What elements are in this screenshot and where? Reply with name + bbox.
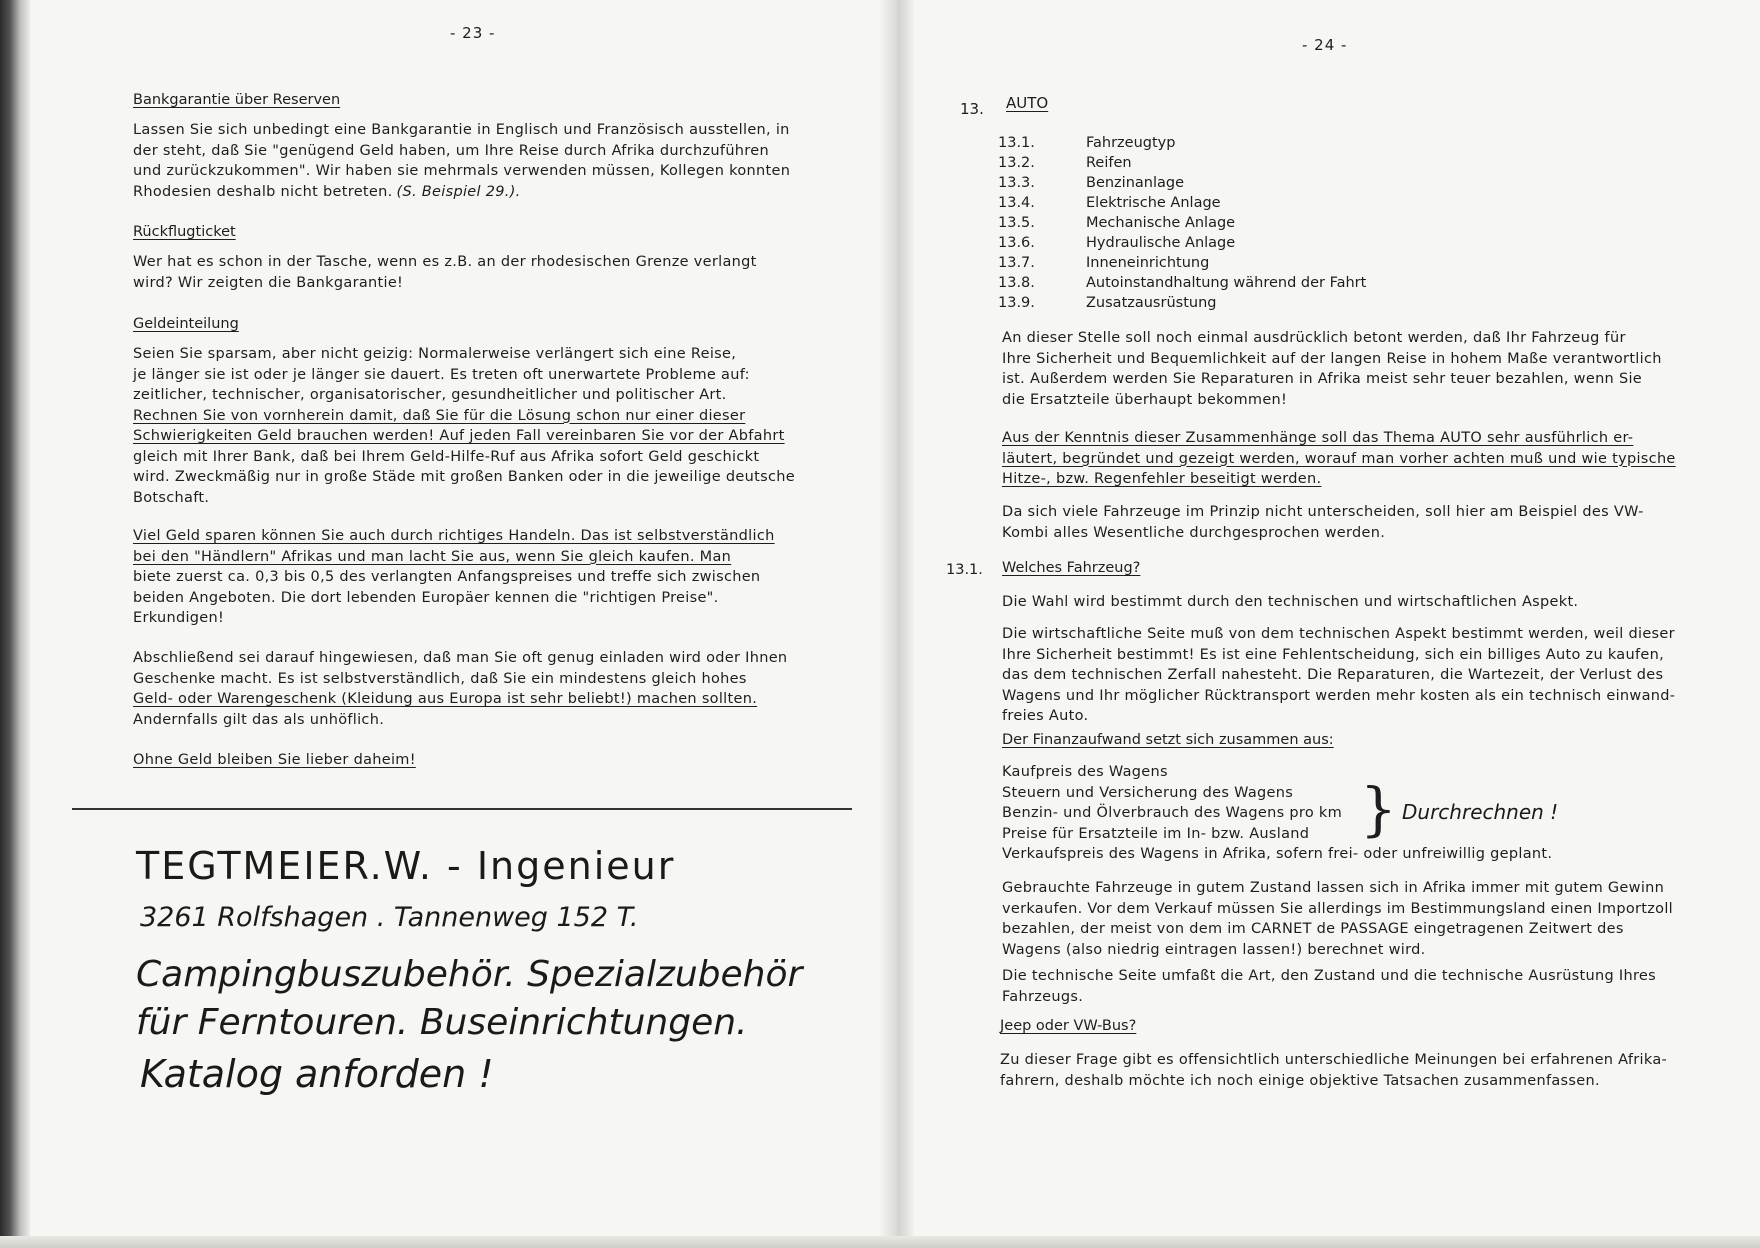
text-line: gleich mit Ihrer Bank, daß bei Ihrem Geld-Hilfe-Ruf aus Afrika sofort Geld geschickt	[133, 448, 760, 465]
text-line: Ihre Sicherheit bestimmt! Es ist eine Fehlentscheidung, sich ein billiges Auto zu kaufen,	[1002, 646, 1665, 663]
toc-number: 13.4.	[998, 195, 1035, 211]
toc-number: 13.1.	[998, 135, 1035, 151]
text-line: Erkundigen!	[133, 610, 225, 626]
list-item: Benzin- und Ölverbrauch des Wagens pro km	[1002, 805, 1343, 821]
text-line: Wagens und Ihr möglicher Rücktransport werden mehr kosten als ein technisch einwand-	[1002, 687, 1676, 704]
page-number: - 23 -	[450, 24, 496, 42]
chapter-number: 13.	[960, 100, 984, 118]
text-line: Fahrzeugs.	[1002, 988, 1084, 1005]
text-line: verkaufen. Vor dem Verkauf müssen Sie allerdings im Bestimmungsland einen Importzoll	[1002, 900, 1674, 917]
advert-line-4: für Ferntouren. Buseinrichtungen.	[136, 1002, 748, 1043]
paragraph-vw-kombi	[1002, 502, 1722, 543]
paragraph-geldeinteilung	[133, 344, 853, 508]
advert-name: TEGTMEIER.W. - Ingenieur	[136, 844, 676, 888]
toc-title: Fahrzeugtyp	[1086, 135, 1176, 151]
paragraph-emphasis	[1002, 428, 1722, 490]
text-line: An dieser Stelle soll noch einmal ausdrücklich betont werden, daß Ihr Fahrzeug für	[1002, 330, 1626, 346]
paragraph-intro	[1002, 328, 1722, 410]
text-line: Lassen Sie sich unbedingt eine Bankgarantie in Englisch und Französisch ausstellen, in	[133, 122, 790, 138]
toc-number: 13.7.	[998, 255, 1035, 271]
text-line: Schwierigkeiten Geld brauchen werden! Auf jeden Fall vereinbaren Sie vor der Abfahrt	[133, 428, 785, 444]
toc-title: Reifen	[1086, 155, 1132, 171]
toc-title: Hydraulische Anlage	[1086, 235, 1236, 251]
text-line: Geld- oder Warengeschenk (Kleidung aus Europa ist sehr beliebt!) machen sollten.	[133, 691, 758, 707]
text-line: Die technische Seite umfaßt die Art, den Zustand und die technische Ausrüstung Ihres	[1002, 968, 1657, 984]
paragraph-ohne-geld	[133, 750, 853, 771]
paragraph-handeln	[133, 526, 853, 629]
text-line: beiden Angeboten. Die dort lebenden Europäer kennen die "richtigen Preise".	[133, 589, 719, 606]
section-heading-rueckflugticket: Rückflugticket	[133, 224, 236, 240]
paragraph-bankgarantie	[133, 120, 833, 202]
toc-number: 13.8.	[998, 275, 1035, 291]
text-line: Viel Geld sparen können Sie auch durch richtiges Handeln. Das ist selbstverständlich	[133, 528, 775, 544]
advert-line-3: Campingbuszubehör. Spezialzubehör	[136, 954, 803, 995]
text-line: je länger sie ist oder je länger sie dauert. Es treten oft unerwartete Probleme auf:	[133, 366, 750, 383]
text-line: Geschenke macht. Es ist selbstverständlich, daß Sie ein mindestens gleich hohes	[133, 670, 747, 687]
section-heading-geldeinteilung: Geldeinteilung	[133, 316, 239, 332]
text-fragment: Rhodesien deshalb nicht betreten.	[133, 183, 393, 200]
section-number: 13.1.	[946, 562, 983, 578]
text-line: Da sich viele Fahrzeuge im Prinzip nicht unterscheiden, soll hier am Beispiel des VW-	[1002, 504, 1644, 520]
toc-title: Autoinstandhaltung während der Fahrt	[1086, 275, 1367, 291]
text-line: biete zuerst ca. 0,3 bis 0,5 des verlangten Anfangspreises und treffe sich zwischen	[133, 569, 761, 585]
section-heading-bankgarantie: Bankgarantie über Reserven	[133, 92, 341, 108]
toc-title: Zusatzausrüstung	[1086, 295, 1217, 311]
toc-number: 13.3.	[998, 175, 1035, 191]
text-line: Hitze-, bzw. Regenfehler beseitigt werden.	[1002, 471, 1322, 487]
list-item: Verkaufspreis des Wagens in Afrika, sofern frei- oder unfreiwillig geplant.	[1002, 846, 1553, 862]
section-heading-welches-fahrzeug: Welches Fahrzeug?	[1002, 560, 1141, 576]
list-item: Steuern und Versicherung des Wagens	[1002, 784, 1294, 801]
text-line: und zurückzukommen". Wir haben sie mehrmals verwenden müssen, Kollegen konnten	[133, 163, 791, 179]
section-heading-jeep: Jeep oder VW-Bus?	[1000, 1018, 1137, 1034]
paragraph-wirtschaftlich	[1002, 624, 1722, 727]
text-line: Abschließend sei darauf hingewiesen, daß man Sie oft genug einladen wird oder Ihnen	[133, 650, 788, 666]
toc-title: Inneneinrichtung	[1086, 255, 1210, 271]
text-line: läutert, begründet und gezeigt werden, worauf man vorher achten muß und wie typische	[1002, 450, 1676, 467]
divider-line	[72, 808, 852, 810]
text-line: Wagens (also niedrig eintragen lassen!) berechnet wird.	[1002, 941, 1426, 958]
list-item: Preise für Ersatzteile im In- bzw. Ausland	[1002, 825, 1310, 842]
paragraph-jeep	[1000, 1050, 1720, 1091]
text-line: zeitlicher, technischer, organisatorischer, gesundheitlicher und politischer Art.	[133, 387, 727, 403]
text-line: Wer hat es schon in der Tasche, wenn es z.B. an der rhodesischen Grenze verlangt	[133, 254, 757, 270]
text-line: ist. Außerdem werden Sie Reparaturen in Afrika meist sehr teuer bezahlen, wenn Sie	[1002, 371, 1643, 387]
text-line: Die wirtschaftliche Seite muß von dem technischen Aspekt bestimmt werden, weil dieser	[1002, 626, 1675, 642]
page-number: - 24 -	[1302, 36, 1348, 54]
text-line: Botschaft.	[133, 489, 210, 506]
toc-title: Benzinanlage	[1086, 175, 1185, 191]
handwritten-note: Durchrechnen !	[1402, 800, 1559, 824]
text-line	[133, 182, 833, 203]
text-line: Kombi alles Wesentliche durchgesprochen werden.	[1002, 524, 1386, 541]
text-line: wird? Wir zeigten die Bankgarantie!	[133, 274, 404, 291]
finance-heading: Der Finanzaufwand setzt sich zusammen aus:	[1002, 732, 1334, 748]
text-line: bezahlen, der meist von dem im CARNET de PASSAGE eingetragenen Zeitwert des	[1002, 921, 1624, 937]
advert-address: 3261 Rolfshagen . Tannenweg 152 T.	[140, 902, 639, 933]
text-line: Die Wahl wird bestimmt durch den technischen und wirtschaftlichen Aspekt.	[1002, 594, 1579, 610]
toc-title: Elektrische Anlage	[1086, 195, 1221, 211]
text-line: freies Auto.	[1002, 708, 1089, 724]
handwritten-note: (S. Beispiel 29.).	[396, 183, 521, 200]
text-line: Ihre Sicherheit und Bequemlichkeit auf der langen Reise in hohem Maße verantwortlich	[1002, 350, 1662, 367]
page-gutter	[880, 0, 914, 1248]
paragraph-gebraucht	[1002, 878, 1722, 960]
right-page	[914, 0, 1760, 1248]
text-line: Aus der Kenntnis dieser Zusammenhänge soll das Thema AUTO sehr ausführlich er-	[1002, 430, 1634, 446]
paragraph-geschenke	[133, 648, 853, 730]
toc-number: 13.9.	[998, 295, 1035, 311]
text-line: bei den "Händlern" Afrikas und man lacht Sie aus, wenn Sie gleich kaufen. Man	[133, 548, 732, 565]
text-line: das dem technischen Zerfall nahesteht. Die Reparaturen, die Wartezeit, der Verlust des	[1002, 667, 1664, 683]
text-line: Gebrauchte Fahrzeuge in gutem Zustand lassen sich in Afrika immer mit gutem Gewinn	[1002, 880, 1665, 896]
curly-brace: }	[1360, 775, 1397, 843]
toc-number: 13.6.	[998, 235, 1035, 251]
list-item: Kaufpreis des Wagens	[1002, 764, 1168, 780]
paragraph-wahl	[1002, 592, 1722, 613]
text-line: die Ersatzteile überhaupt bekommen!	[1002, 391, 1288, 408]
paragraph-rueckflugticket	[133, 252, 833, 293]
text-line: Andernfalls gilt das als unhöflich.	[133, 711, 385, 728]
advert-line-5: Katalog anforden !	[140, 1052, 494, 1096]
text-line: fahrern, deshalb möchte ich noch einige objektive Tatsachen zusammenfassen.	[1000, 1072, 1600, 1089]
text-line: Rechnen Sie von vornherein damit, daß Sie für die Lösung schon nur einer dieser	[133, 407, 746, 424]
toc-title: Mechanische Anlage	[1086, 215, 1236, 231]
text-line: Zu dieser Frage gibt es offensichtlich unterschiedliche Meinungen bei erfahrenen Afrika-	[1000, 1052, 1668, 1068]
text-line: Ohne Geld bleiben Sie lieber daheim!	[133, 752, 416, 768]
text-line: wird. Zweckmäßig nur in große Städe mit großen Banken oder in die jeweilige deutsche	[133, 469, 795, 485]
text-line: der steht, daß Sie "genügend Geld haben, um Ihre Reise durch Afrika durchzuführen	[133, 142, 769, 159]
binding-edge	[0, 0, 30, 1248]
chapter-title: AUTO	[1006, 94, 1049, 112]
paragraph-technisch	[1002, 966, 1722, 1007]
left-page	[30, 0, 880, 1248]
text-line: Seien Sie sparsam, aber nicht geizig: Normalerweise verlängert sich eine Reise,	[133, 346, 737, 362]
toc-number: 13.5.	[998, 215, 1035, 231]
toc-number: 13.2.	[998, 155, 1035, 171]
